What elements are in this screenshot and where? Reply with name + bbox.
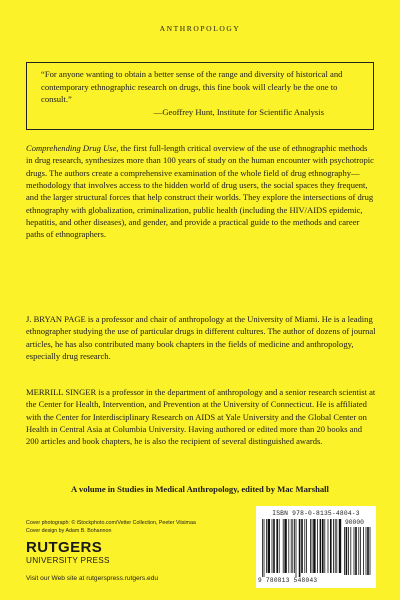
barcode-block [256,506,376,588]
book-description [26,142,376,241]
category-label: ANTHROPOLOGY [159,24,241,33]
author-bio-singer: MERRILL SINGER is a professor in the department of anthropology and a senior research scientist at the Center for Health, Intervention, and Prevention at the University of Connecticut. He is affiliated with the Center for Interdisciplinary Research on AIDS at Yale University and the Global Center on Health in Central Asia at Columbia University. Having authored or edited more than 20 books and 200 articles and book chapters, he is also the recipient of several distinguished awards. [26,387,376,447]
series-note: A volume in Studies in Medical Anthropology, edited by Mac Marshall [71,484,329,494]
ean-digits: 9 780813 548043 [258,577,318,584]
publisher-logo-name: RUTGERS [26,539,103,556]
endorsement-quote: “For anyone wanting to obtain a better sense of the range and diversity of historical and contemporary ethnographic research on drugs, this fine book will clearly be the one to consult.” [41,69,343,105]
publisher-website[interactable]: Visit our Web site at rutgerspress.rutgers.edu [26,575,159,582]
author-bio-page: J. BRYAN PAGE is a professor and chair of anthropology at the University of Miami. He is a leading ethnographer studying the use of particular drugs in different cultures. The author of dozens of journal articles, he has also contributed many book chapters in the fields of medicine and anthropology, especially drug research. [26,314,376,362]
isbn-number: ISBN 978-0-8135-4804-3 [272,510,360,517]
endorsement-quote-box [26,62,374,130]
cover-design-credit: Cover design by Adam B. Bohannon [26,528,112,534]
publisher-logo-subname: UNIVERSITY PRESS [26,556,110,565]
price-code: 90000 [345,519,364,526]
ean-barcode-icon [262,519,342,577]
book-description-text: , the first full-length critical overview of the use of ethnographic methods in drug research, synthesizes more than 100 years of study on the human encounter with psychotropic drugs. The authors create a comprehensive examination of the whole field of drug ethnography—methodology that involves access to the hidden world of drug users, the social spaces they frequent, and the larger structural forces that help construct their worlds. They explore the intersections of drug ethnography with globalization, criminalization, public health (including the HIV/AIDS epidemic, hepatitis, and other diseases), and gender, and provide a practical guide to the methods and career paths of ethnographers. [26,143,374,240]
book-title: Comprehending Drug Use [26,143,117,153]
endorsement-attribution: —Geoffrey Hunt, Institute for Scientific Analysis [153,106,324,117]
cover-photo-credit: Cover photograph: © iStockphoto.com/Vetter Collection, Peeter Viisimaa [26,520,196,526]
addon-barcode-icon [344,527,372,577]
